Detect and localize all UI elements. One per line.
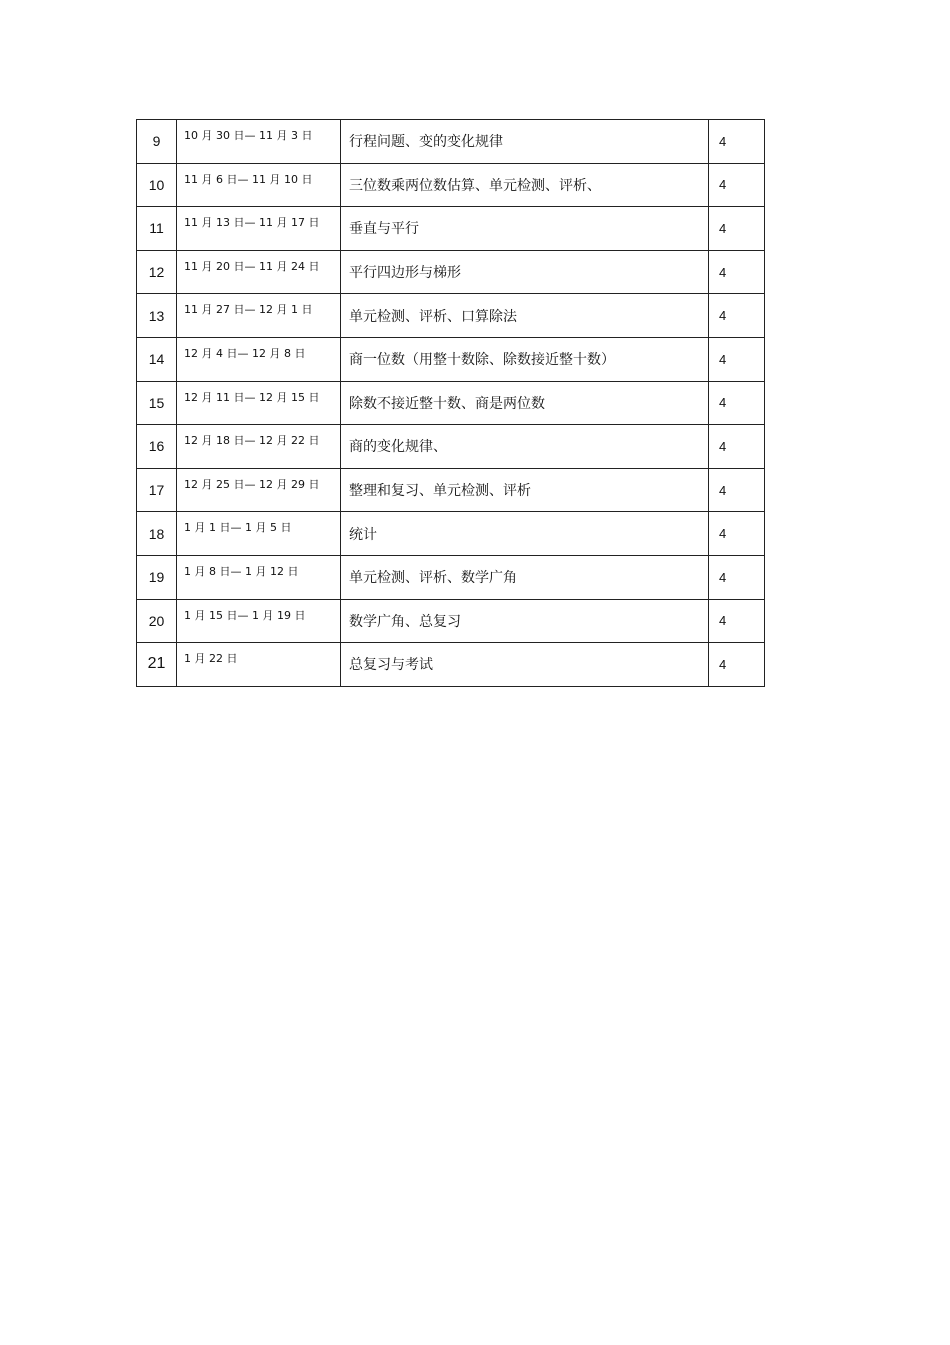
teaching-content-cell: 商一位数（用整十数除、除数接近整十数） — [341, 337, 709, 381]
table-row — [137, 163, 765, 207]
week-number-cell: 20 — [137, 599, 177, 643]
class-hours-cell: 4 — [709, 643, 765, 687]
date-range-cell: 12 月 4 日— 12 月 8 日 — [177, 337, 341, 381]
schedule-table — [136, 119, 765, 687]
class-hours-cell: 4 — [709, 425, 765, 469]
date-range-cell: 11 月 20 日— 11 月 24 日 — [177, 250, 341, 294]
teaching-content-cell: 平行四边形与梯形 — [341, 250, 709, 294]
teaching-content-cell: 统计 — [341, 512, 709, 556]
teaching-content-cell: 商的变化规律、 — [341, 425, 709, 469]
date-range-cell: 12 月 25 日— 12 月 29 日 — [177, 468, 341, 512]
class-hours-cell: 4 — [709, 250, 765, 294]
table-row — [137, 120, 765, 164]
teaching-content-cell: 垂直与平行 — [341, 207, 709, 251]
date-range-cell: 11 月 13 日— 11 月 17 日 — [177, 207, 341, 251]
class-hours-cell: 4 — [709, 337, 765, 381]
teaching-content-cell: 三位数乘两位数估算、单元检测、评析、 — [341, 163, 709, 207]
class-hours-cell: 4 — [709, 555, 765, 599]
date-range-cell: 1 月 8 日— 1 月 12 日 — [177, 555, 341, 599]
week-number-cell: 10 — [137, 163, 177, 207]
date-range-cell: 12 月 11 日— 12 月 15 日 — [177, 381, 341, 425]
class-hours-cell: 4 — [709, 294, 765, 338]
week-number-cell: 11 — [137, 207, 177, 251]
date-range-cell: 1 月 1 日— 1 月 5 日 — [177, 512, 341, 556]
teaching-content-cell: 数学广角、总复习 — [341, 599, 709, 643]
class-hours-cell: 4 — [709, 163, 765, 207]
class-hours-cell: 4 — [709, 468, 765, 512]
date-range-cell: 11 月 6 日— 11 月 10 日 — [177, 163, 341, 207]
week-number-cell: 14 — [137, 337, 177, 381]
class-hours-cell: 4 — [709, 120, 765, 164]
schedule-table-body — [137, 120, 765, 687]
teaching-content-cell: 行程问题、变的变化规律 — [341, 120, 709, 164]
week-number-cell: 12 — [137, 250, 177, 294]
week-number-cell: 19 — [137, 555, 177, 599]
week-number-cell: 17 — [137, 468, 177, 512]
class-hours-cell: 4 — [709, 599, 765, 643]
table-row — [137, 250, 765, 294]
table-row — [137, 555, 765, 599]
table-row — [137, 512, 765, 556]
class-hours-cell: 4 — [709, 207, 765, 251]
week-number-cell: 13 — [137, 294, 177, 338]
table-row — [137, 381, 765, 425]
table-row — [137, 599, 765, 643]
week-number-cell: 9 — [137, 120, 177, 164]
week-number-cell: 18 — [137, 512, 177, 556]
week-number-cell: 15 — [137, 381, 177, 425]
teaching-content-cell: 除数不接近整十数、商是两位数 — [341, 381, 709, 425]
class-hours-cell: 4 — [709, 512, 765, 556]
week-number-cell: 16 — [137, 425, 177, 469]
date-range-cell: 1 月 22 日 — [177, 643, 341, 687]
table-row — [137, 468, 765, 512]
table-row — [137, 425, 765, 469]
teaching-content-cell: 整理和复习、单元检测、评析 — [341, 468, 709, 512]
week-number-cell: 21 — [137, 643, 177, 687]
table-row — [137, 207, 765, 251]
table-row — [137, 643, 765, 687]
teaching-content-cell: 总复习与考试 — [341, 643, 709, 687]
class-hours-cell: 4 — [709, 381, 765, 425]
table-row — [137, 337, 765, 381]
teaching-content-cell: 单元检测、评析、口算除法 — [341, 294, 709, 338]
date-range-cell: 1 月 15 日— 1 月 19 日 — [177, 599, 341, 643]
date-range-cell: 11 月 27 日— 12 月 1 日 — [177, 294, 341, 338]
date-range-cell: 10 月 30 日— 11 月 3 日 — [177, 120, 341, 164]
date-range-cell: 12 月 18 日— 12 月 22 日 — [177, 425, 341, 469]
teaching-content-cell: 单元检测、评析、数学广角 — [341, 555, 709, 599]
table-row — [137, 294, 765, 338]
